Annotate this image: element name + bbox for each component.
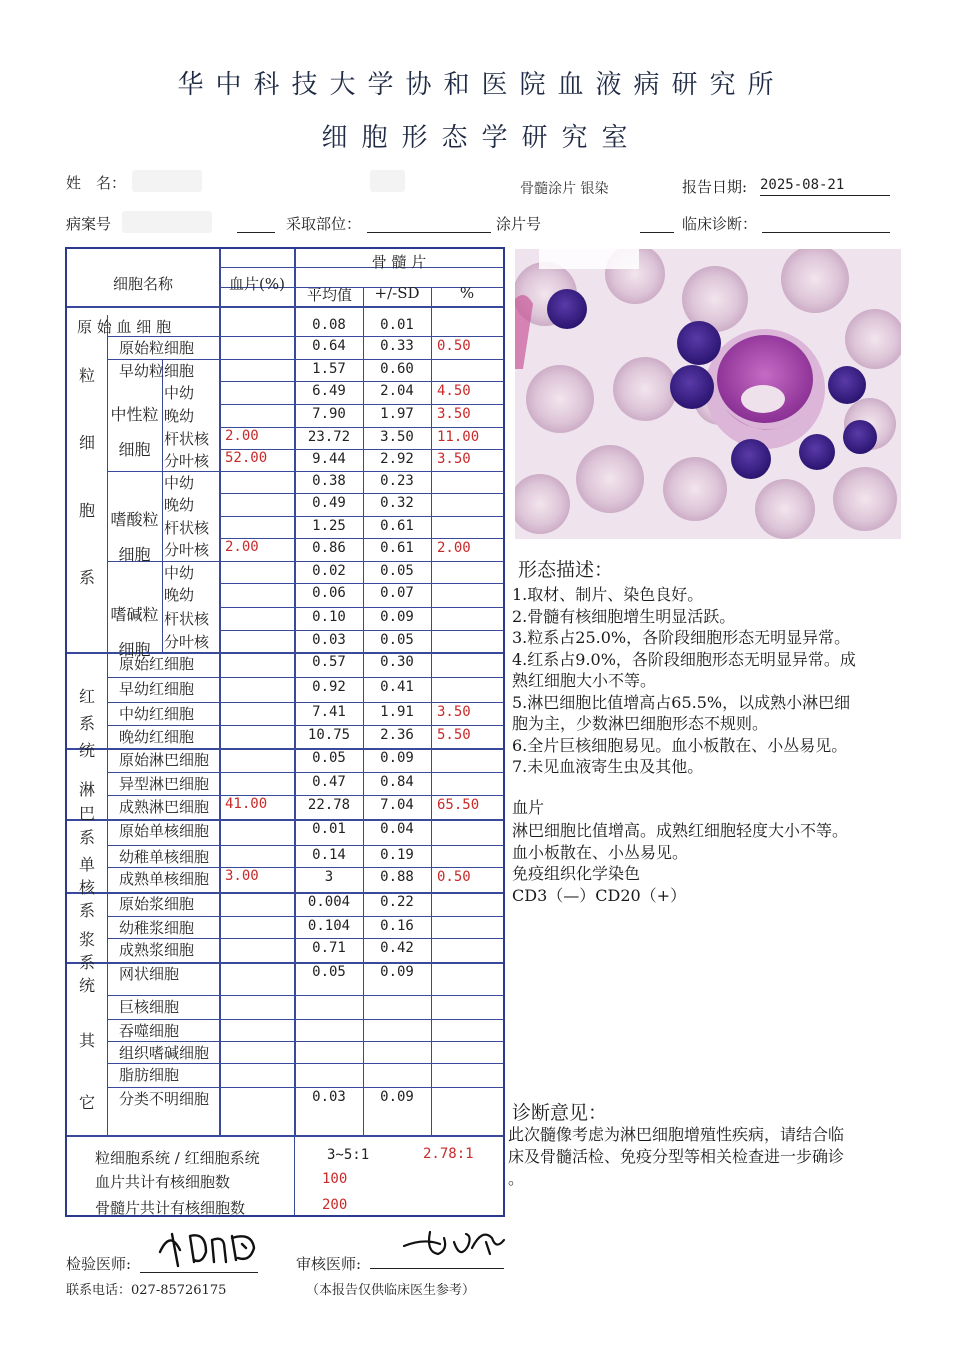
blood-smear-line: 免疫组织化学染色 bbox=[512, 864, 641, 883]
group-label-plasma: 浆 bbox=[78, 929, 95, 949]
group-label-neutrophil: 细胞 bbox=[118, 439, 151, 459]
row-pct-value: 3.50 bbox=[437, 451, 471, 467]
row-blood-value: 2.00 bbox=[225, 428, 259, 444]
micrograph-image bbox=[515, 249, 901, 539]
row-sd-value: 0.61 bbox=[380, 518, 414, 534]
examiner-underline bbox=[140, 1272, 258, 1273]
row-name: 吞噬细胞 bbox=[119, 1022, 180, 1040]
group-label-monocyte: 单 bbox=[78, 855, 95, 875]
row-name: 原始浆细胞 bbox=[119, 895, 195, 913]
row-mean-value: 9.44 bbox=[312, 451, 346, 467]
row-sd-value: 0.88 bbox=[380, 869, 414, 885]
specimen-value: 骨髓涂片 银染 bbox=[520, 181, 609, 197]
marrow-count-label: 骨髓片共计有核细胞数 bbox=[95, 1199, 246, 1217]
row-sd-value: 0.60 bbox=[380, 361, 414, 377]
row-mean-value: 0.49 bbox=[312, 495, 346, 511]
row-pct-value: 3.50 bbox=[437, 406, 471, 422]
row-blood-value: 2.00 bbox=[225, 539, 259, 555]
row-sd-value: 1.91 bbox=[380, 704, 414, 720]
group-label-other: 其 bbox=[78, 1031, 95, 1050]
row-sd-value: 0.01 bbox=[380, 317, 414, 333]
row-mean-value: 10.75 bbox=[307, 727, 351, 743]
row-mean-value: 0.86 bbox=[312, 540, 346, 556]
row-sd-value: 0.23 bbox=[380, 473, 414, 489]
table-rule bbox=[219, 404, 503, 405]
site-label: 采取部位： bbox=[286, 215, 362, 233]
diagnosis-line: 。 bbox=[508, 1169, 525, 1188]
row-mean-value: 7.41 bbox=[312, 704, 346, 720]
group-label-erythroid: 系 bbox=[78, 714, 95, 733]
morphology-line: 3.粒系占25.0%，各阶段细胞形态无明显异常。 bbox=[512, 628, 851, 647]
row-mean-value: 6.49 bbox=[312, 383, 346, 399]
row-sd-value: 0.84 bbox=[380, 774, 414, 790]
row-mean-value: 0.05 bbox=[312, 750, 346, 766]
row-mean-value: 0.01 bbox=[312, 821, 346, 837]
col-header-pct: % bbox=[459, 284, 475, 302]
group-label-plasma: 系 bbox=[78, 953, 95, 972]
row-name: 中幼 bbox=[164, 474, 195, 492]
smear-number-label: 涂片号 bbox=[496, 215, 542, 233]
table-rule bbox=[219, 516, 503, 517]
row-name: 杆状核 bbox=[164, 519, 210, 537]
group-label-erythroid: 统 bbox=[78, 740, 95, 760]
row-sd-value: 0.16 bbox=[380, 918, 414, 934]
row-sd-value: 2.92 bbox=[380, 451, 414, 467]
report-date-value: 2025-08-21 bbox=[760, 177, 845, 193]
group-label-granulocyte: 细 bbox=[78, 433, 95, 453]
row-mean-value: 0.38 bbox=[312, 473, 346, 489]
redacted-name bbox=[132, 170, 202, 192]
row-sd-value: 0.09 bbox=[380, 1089, 414, 1105]
row-name: 中幼 bbox=[164, 384, 195, 402]
row-sd-value: 0.19 bbox=[380, 847, 414, 863]
diagnosis-underline bbox=[762, 232, 890, 233]
row-pct-value: 5.50 bbox=[437, 727, 471, 743]
group-label-monocyte: 核 bbox=[78, 878, 95, 897]
row-name: 原始淋巴细胞 bbox=[119, 751, 210, 769]
ratio-normal: 3~5:1 bbox=[327, 1147, 370, 1163]
col-header-mean: 平均值 bbox=[306, 286, 352, 304]
row-mean-value: 0.03 bbox=[312, 1089, 346, 1105]
table-column-rule bbox=[294, 1135, 295, 1215]
group-label-lymphoid: 系 bbox=[78, 828, 95, 847]
col-header-sd: +/-SD bbox=[374, 284, 420, 302]
row-sd-value: 0.41 bbox=[380, 679, 414, 695]
morphology-line: 7.未见血液寄生虫及其他。 bbox=[512, 757, 704, 776]
row-blood-value: 52.00 bbox=[225, 450, 268, 466]
row-mean-value: 0.004 bbox=[307, 894, 351, 910]
row-sd-value: 3.50 bbox=[380, 429, 414, 445]
row-blood-value: 41.00 bbox=[225, 796, 268, 812]
row-pct-value: 2.00 bbox=[437, 540, 471, 556]
row-pct-value: 65.50 bbox=[437, 797, 480, 813]
row-sd-value: 0.30 bbox=[380, 654, 414, 670]
group-label-erythroid: 红 bbox=[78, 687, 95, 707]
table-column-rule bbox=[431, 287, 432, 1135]
examiner-label: 检验医师: bbox=[66, 1255, 132, 1273]
row-name: 异型淋巴细胞 bbox=[119, 775, 210, 793]
cell-count-table bbox=[65, 247, 505, 1217]
row-sd-value: 2.04 bbox=[380, 383, 414, 399]
row-sd-value: 0.42 bbox=[380, 940, 414, 956]
row-sd-value: 0.33 bbox=[380, 338, 414, 354]
morphology-line: 1.取材、制片、染色良好。 bbox=[512, 585, 704, 604]
col-header-blood: 血片(%) bbox=[229, 275, 285, 293]
row-sd-value: 0.04 bbox=[380, 821, 414, 837]
morphology-line: 5.淋巴细胞比值增高占65.5%，以成熟小淋巴细 bbox=[512, 692, 851, 712]
reviewer-label: 审核医师: bbox=[296, 1255, 362, 1273]
lab-title: 细胞形态学研究室 bbox=[321, 123, 642, 153]
morphology-title: 形态描述： bbox=[518, 559, 614, 581]
row-sd-value: 0.22 bbox=[380, 894, 414, 910]
row-name: 幼稚单核细胞 bbox=[119, 848, 210, 866]
row-mean-value: 1.25 bbox=[312, 518, 346, 534]
row-name: 晚幼 bbox=[164, 496, 195, 514]
row-sd-value: 0.09 bbox=[380, 609, 414, 625]
group-label-granulocyte: 粒 bbox=[78, 365, 95, 385]
morphology-line: 胞为主，少数淋巴细胞形态不规则。 bbox=[512, 714, 769, 733]
group-label-granulocyte: 胞 bbox=[78, 500, 95, 520]
row-name: 幼稚浆细胞 bbox=[119, 919, 195, 937]
row-mean-value: 0.57 bbox=[312, 654, 346, 670]
row-name: 巨核细胞 bbox=[119, 998, 180, 1016]
row-name: 成熟浆细胞 bbox=[119, 941, 195, 959]
group-label-other: 它 bbox=[78, 1093, 95, 1112]
col-header-marrow: 骨 髓 片 bbox=[371, 253, 427, 271]
blood-smear-line: 淋巴细胞比值增高。成熟红细胞轻度大小不等。 bbox=[512, 821, 849, 840]
row-sd-value: 0.09 bbox=[380, 750, 414, 766]
row-name: 早幼粒细胞 bbox=[119, 362, 195, 380]
row-name: 脂肪细胞 bbox=[119, 1066, 180, 1084]
group-label-basophil: 细胞 bbox=[118, 639, 151, 659]
table-rule bbox=[219, 630, 503, 631]
table-rule bbox=[219, 607, 503, 608]
row-name: 晚幼红细胞 bbox=[119, 728, 195, 746]
diagnosis-line: 此次髓像考虑为淋巴细胞增殖性疾病，请结合临 bbox=[508, 1125, 845, 1144]
row-mean-value: 0.08 bbox=[312, 317, 346, 333]
blood-count-value: 100 bbox=[322, 1171, 348, 1187]
row-sd-value: 0.61 bbox=[380, 540, 414, 556]
row-name: 原始单核细胞 bbox=[119, 822, 210, 840]
row-mean-value: 22.78 bbox=[307, 797, 351, 813]
row-name: 中幼 bbox=[164, 564, 195, 582]
group-label-eosinophil: 细胞 bbox=[118, 544, 151, 564]
row-name: 晚幼 bbox=[164, 586, 195, 604]
row-name: 分叶核 bbox=[164, 452, 210, 470]
smear-underline bbox=[640, 232, 674, 233]
row-name: 网状细胞 bbox=[119, 965, 180, 983]
row-mean-value: 0.92 bbox=[312, 679, 346, 695]
row-pct-value: 3.50 bbox=[437, 704, 471, 720]
row-mean-value: 0.06 bbox=[312, 585, 346, 601]
row-blood-value: 3.00 bbox=[225, 868, 259, 884]
row-pct-value: 4.50 bbox=[437, 383, 471, 399]
group-label-lymphoid: 巴 bbox=[78, 804, 95, 823]
diagnosis-title: 诊断意见： bbox=[512, 1102, 608, 1124]
blood-smear-line: CD3（—）CD20（+） bbox=[512, 885, 687, 905]
report-date-underline bbox=[760, 195, 890, 196]
reviewer-signature bbox=[400, 1220, 510, 1270]
table-rule bbox=[67, 306, 503, 308]
row-mean-value: 3 bbox=[324, 869, 334, 885]
contact-phone: 联系电话：027-85726175 bbox=[66, 1283, 227, 1298]
row-sd-value: 0.07 bbox=[380, 585, 414, 601]
bone-marrow-micrograph bbox=[515, 249, 901, 539]
group-label-neutrophil: 中性粒 bbox=[110, 404, 159, 424]
group-label-monocyte: 系 bbox=[78, 900, 95, 920]
ratio-value: 2.78:1 bbox=[423, 1146, 474, 1162]
table-column-rule bbox=[162, 359, 163, 652]
row-mean-value: 0.64 bbox=[312, 338, 346, 354]
diagnosis-line: 床及骨髓活检、免疫分型等相关检查进一步确诊 bbox=[508, 1147, 845, 1166]
morphology-line: 熟红细胞大小不等。 bbox=[512, 671, 657, 690]
row-mean-value: 0.05 bbox=[312, 964, 346, 980]
blood-count-label: 血片共计有核细胞数 bbox=[95, 1173, 231, 1191]
morphology-line: 6.全片巨核细胞易见。血小板散在、小丛易见。 bbox=[512, 735, 848, 755]
redacted-field bbox=[370, 170, 405, 192]
group-label-eosinophil: 嗜酸粒 bbox=[110, 509, 159, 529]
row-name: 分叶核 bbox=[164, 633, 210, 651]
row-mean-value: 0.104 bbox=[307, 918, 351, 934]
row-sd-value: 1.97 bbox=[380, 406, 414, 422]
row-mean-value: 7.90 bbox=[312, 406, 346, 422]
row-name: 中幼红细胞 bbox=[119, 705, 195, 723]
row-pct-value: 11.00 bbox=[437, 429, 480, 445]
row-mean-value: 23.72 bbox=[307, 429, 351, 445]
institute-title: 华中科技大学协和医院血液病研究所 bbox=[177, 70, 786, 100]
row-name: 原 始 血 细 胞 bbox=[77, 318, 172, 336]
case-number-underline bbox=[237, 232, 275, 233]
row-name: 分类不明细胞 bbox=[119, 1090, 210, 1108]
ratio-label: 粒细胞系统 / 红细胞系统 bbox=[95, 1149, 260, 1167]
row-mean-value: 0.47 bbox=[312, 774, 346, 790]
clinical-diagnosis-label: 临床诊断： bbox=[682, 215, 758, 233]
row-name: 原始粒细胞 bbox=[119, 339, 195, 357]
row-pct-value: 0.50 bbox=[437, 869, 471, 885]
table-rule bbox=[219, 583, 503, 584]
site-underline bbox=[367, 232, 491, 233]
row-name: 原始红细胞 bbox=[119, 655, 195, 673]
row-name: 杆状核 bbox=[164, 610, 210, 628]
row-mean-value: 0.02 bbox=[312, 563, 346, 579]
group-label-lymphoid: 淋 bbox=[78, 780, 95, 799]
row-sd-value: 0.05 bbox=[380, 563, 414, 579]
row-name: 分叶核 bbox=[164, 541, 210, 559]
blood-smear-line: 血小板散在、小丛易见。 bbox=[512, 842, 689, 862]
morphology-line: 2.骨髓有核细胞增生明显活跃。 bbox=[512, 606, 736, 626]
group-label-plasma: 统 bbox=[78, 976, 95, 996]
examiner-signature bbox=[150, 1222, 270, 1272]
row-sd-value: 0.05 bbox=[380, 632, 414, 648]
row-name: 组织嗜碱细胞 bbox=[119, 1044, 210, 1062]
row-mean-value: 0.10 bbox=[312, 609, 346, 625]
row-sd-value: 0.09 bbox=[380, 964, 414, 980]
row-name: 杆状核 bbox=[164, 430, 210, 448]
row-name: 晚幼 bbox=[164, 407, 195, 425]
col-header-name: 细胞名称 bbox=[112, 275, 173, 293]
report-note: （本报告仅供临床医生参考） bbox=[306, 1283, 476, 1298]
row-mean-value: 0.14 bbox=[312, 847, 346, 863]
row-pct-value: 0.50 bbox=[437, 338, 471, 354]
row-name: 早幼红细胞 bbox=[119, 680, 195, 698]
group-label-granulocyte: 系 bbox=[78, 568, 95, 588]
row-sd-value: 7.04 bbox=[380, 797, 414, 813]
table-rule bbox=[67, 1135, 503, 1137]
row-mean-value: 0.71 bbox=[312, 940, 346, 956]
row-sd-value: 0.32 bbox=[380, 495, 414, 511]
row-name: 成熟淋巴细胞 bbox=[119, 798, 210, 816]
row-mean-value: 1.57 bbox=[312, 361, 346, 377]
row-name: 成熟单核细胞 bbox=[119, 870, 210, 888]
marrow-count-value: 200 bbox=[322, 1197, 348, 1213]
table-rule bbox=[219, 493, 503, 494]
row-sd-value: 2.36 bbox=[380, 727, 414, 743]
blood-smear-title: 血片 bbox=[512, 798, 545, 817]
report-date-label: 报告日期: bbox=[682, 178, 748, 196]
row-mean-value: 0.03 bbox=[312, 632, 346, 648]
redacted-case-number bbox=[122, 211, 212, 233]
table-rule bbox=[219, 381, 503, 382]
morphology-line: 4.红系占9.0%，各阶段细胞形态无明显异常。成 bbox=[512, 649, 856, 669]
name-label: 姓 名： bbox=[66, 174, 127, 192]
group-label-basophil: 嗜碱粒 bbox=[110, 604, 159, 624]
case-number-label: 病案号 bbox=[66, 215, 112, 233]
